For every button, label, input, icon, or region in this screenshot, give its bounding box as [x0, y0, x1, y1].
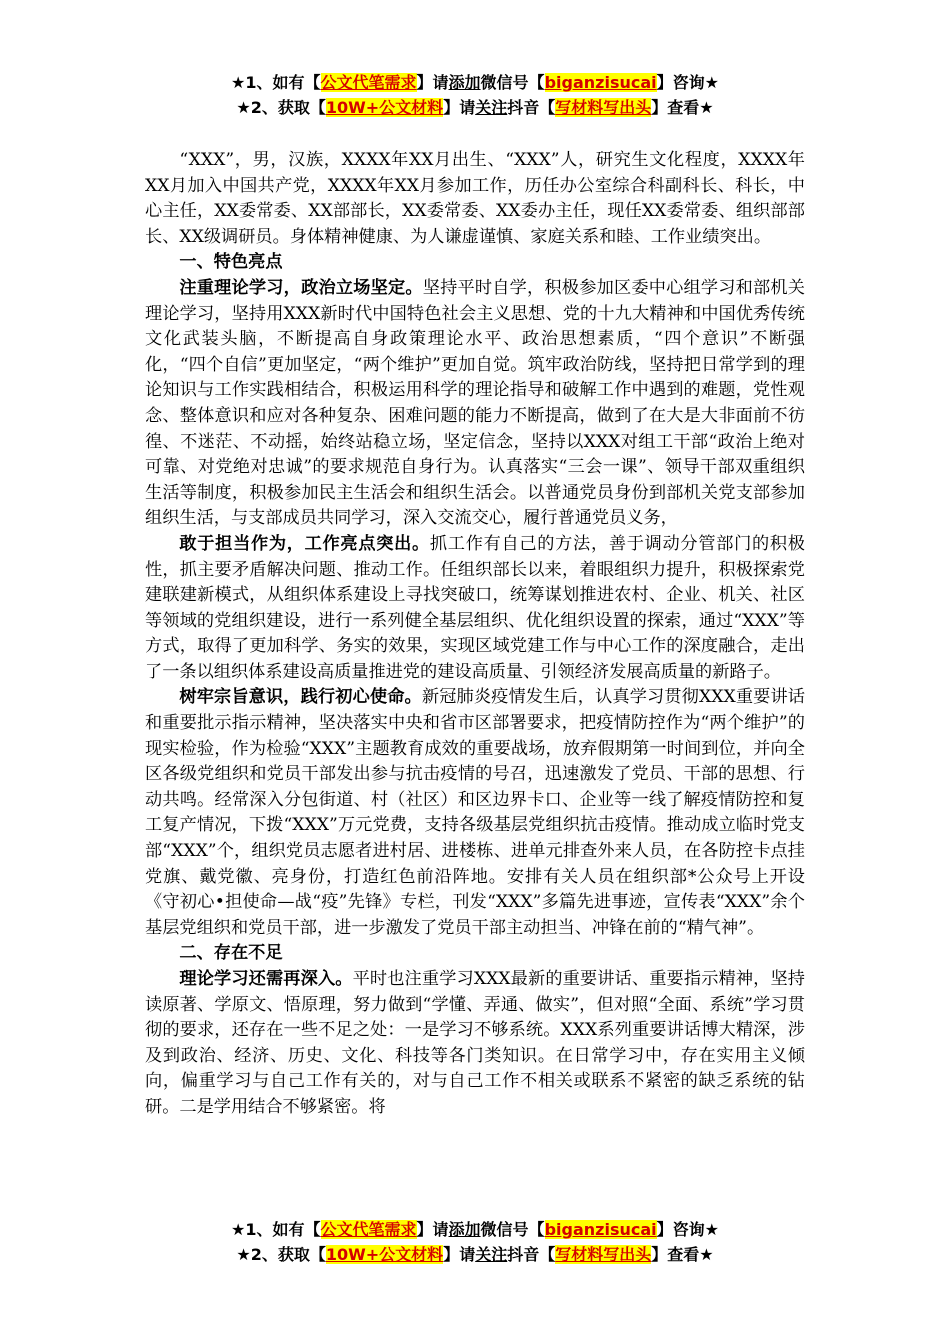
banner-emphasis: 关注 [475, 1245, 508, 1264]
section-heading-highlights: 一、特色亮点 [179, 252, 283, 273]
banner-emphasis: 添加 [448, 1220, 481, 1239]
paragraph-responsibility [145, 532, 805, 686]
banner-emphasis: 关注 [475, 98, 508, 117]
paragraph-body: 平时也注重学习XXX最新的重要讲话、重要指示精神，坚持读原著、学原文、悟原理，努力做到“学懂、弄通、做实”，但对照“全面、系统”学习贯彻的要求，还存在一些不足之处：一是学习不够系统。XXX系列重要讲话博大精深，涉及到政治、经济、历史、文化、科技等各门类知识。在日常学习中，存在实用主义倾向，偏重学习与自己工作有关的，对与自己工作不相关或联系不紧密的缺乏系统的钻研。二是学用结合不够紧密。将 [145, 969, 805, 1117]
highlight-wechat-id[interactable]: biganzisucai [544, 1220, 657, 1239]
banner-line-1 [140, 70, 810, 95]
banner-text: 抖音【 [507, 1245, 556, 1264]
highlight-wechat-id[interactable]: biganzisucai [544, 73, 657, 92]
highlight-materials[interactable]: 10W+公文材料 [325, 98, 444, 117]
bottom-banner [140, 1217, 810, 1267]
highlight-douyin-account[interactable]: 写材料写出头 [555, 98, 652, 117]
banner-text: 微信号【 [480, 1220, 545, 1239]
paragraph-lead: 注重理论学习，政治立场坚定。 [179, 277, 423, 298]
highlight-ghostwriting[interactable]: 公文代笔需求 [320, 1220, 417, 1239]
paragraph-theory-study [145, 276, 805, 532]
banner-text: 】请 [416, 1220, 449, 1239]
banner-text: 】请 [443, 98, 476, 117]
banner-line-2 [140, 95, 810, 120]
document-body [145, 148, 805, 1121]
banner-line-1 [140, 1217, 810, 1242]
banner-text: 】请 [443, 1245, 476, 1264]
banner-text: 抖音【 [507, 98, 556, 117]
banner-line-2 [140, 1242, 810, 1267]
paragraph-lead: 理论学习还需再深入。 [179, 969, 353, 989]
banner-emphasis: 添加 [448, 73, 481, 92]
banner-text: 】查看★ [651, 98, 714, 117]
intro-paragraph: “XXX”，男，汉族，XXXX年XX月出生、“XXX”人，研究生文化程度，XXXX年XX月加入中国共产党，XXXX年XX月参加工作，历任办公室综合科副科长、科长，中心主任，XX委常委、XX部部长，XX委常委、XX委办主任，现任XX委常委、组织部部长、XX级调研员。身体精神健康、为人谦虚谨慎、家庭关系和睦、工作业绩突出。 [145, 150, 805, 247]
paragraph-mission [145, 685, 805, 941]
banner-text: ★1、如有【 [231, 1220, 321, 1239]
paragraph-theory-deepen [145, 967, 805, 1121]
banner-text: 】查看★ [651, 1245, 714, 1264]
paragraph-lead: 树牢宗旨意识，践行初心使命。 [179, 687, 422, 708]
banner-text: ★2、获取【 [236, 98, 326, 117]
banner-text: ★2、获取【 [236, 1245, 326, 1264]
paragraph-body: 坚持平时自学，积极参加区委中心组学习和部机关理论学习，坚持用XXX新时代中国特色社会主义思想、党的十九大精神和中国优秀传统文化武装头脑，不断提高自身政策理论水平、政治思想素质，“四个意识”不断强化，“四个自信”更加坚定，“两个维护”更加自觉。筑牢政治防线，坚持把日常学到的理论知识与工作实践相结合，积极运用科学的理论指导和破解工作中遇到的难题，党性观念、整体意识和应对各种复杂、困难问题的能力不断提高，做到了在大是大非面前不彷徨、不迷茫、不动摇，始终站稳立场，坚定信念，坚持以XXX对组工干部“政治上绝对可靠、对党绝对忠诚”的要求规范自身行为。认真落实“三会一课”、领导干部双重组织生活等制度，积极参加民主生活会和组织生活会。以普通党员身份到部机关党支部参加组织生活，与支部成员共同学习，深入交流交心，履行普通党员义务， [145, 277, 805, 529]
banner-text: 】咨询★ [656, 1220, 719, 1239]
banner-text: ★1、如有【 [231, 73, 321, 92]
highlight-douyin-account[interactable]: 写材料写出头 [555, 1245, 652, 1264]
top-banner [140, 70, 810, 120]
banner-text: 】请 [416, 73, 449, 92]
banner-text: 】咨询★ [656, 73, 719, 92]
paragraph-body: 抓工作有自己的方法，善于调动分管部门的积极性，抓主要矛盾解决问题、推动工作。任组织部长以来，着眼组织力提升，积极探索党建联建新模式，从组织体系建设上寻找突破口，统筹谋划推进农村、企业、机关、社区等领域的党组织建设，进行一系列健全基层组织、优化组织设置的探索，通过“XXX”等方式，取得了更加科学、务实的效果，实现区域党建工作与中心工作的深度融合，走出了一条以组织体系建设高质量推进党的建设高质量、引领经济发展高质量的新路子。 [145, 533, 805, 682]
paragraph-body: 新冠肺炎疫情发生后，认真学习贯彻XXX重要讲话和重要批示指示精神，坚决落实中央和省市区部署要求，把疫情防控作为“两个维护”的现实检验，作为检验“XXX”主题教育成效的重要战场，放弃假期第一时间到位，并向全区各级党组织和党员干部发出参与抗击疫情的号召，迅速激发了党员、干部的思想、行动共鸣。经常深入分包街道、村（社区）和区边界卡口、企业等一线了解疫情防控和复工复产情况，下拨“XXX”万元党费，支持各级基层党组织抗击疫情。推动成立临时党支部“XXX”个，组织党员志愿者进村居、进楼栋、进单元排查外来人员，在各防控卡点挂党旗、戴党徽、亮身份，打造红色前沿阵地。安排有关人员在组织部*公众号上开设《守初心•担使命—战“疫”先锋》专栏，刊发“XXX”多篇先进事迹，宣传表“XXX”余个基层党组织和党员干部，进一步激发了党员干部主动担当、冲锋在前的“精气神”。 [145, 687, 805, 938]
highlight-ghostwriting[interactable]: 公文代笔需求 [320, 73, 417, 92]
paragraph-lead: 敢于担当作为，工作亮点突出。 [179, 533, 430, 554]
banner-text: 微信号【 [480, 73, 545, 92]
section-heading-shortcomings: 二、存在不足 [179, 943, 283, 964]
highlight-materials[interactable]: 10W+公文材料 [325, 1245, 444, 1264]
